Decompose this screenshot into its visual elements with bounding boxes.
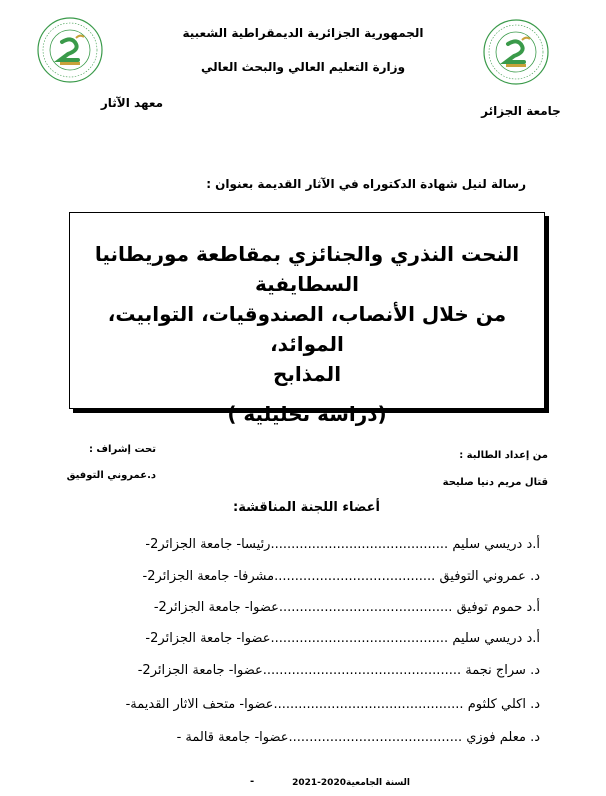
member-dots: .............................................. [273, 697, 464, 712]
university-logo-right [482, 18, 550, 90]
member-role: مشرفا- جامعة الجزائر2- [142, 569, 275, 584]
thesis-title-line-1: النحت النذري والجنائزي بمقاطعة موريطانيا السطايفية [94, 242, 520, 296]
member-role: عضوا- جامعة الجزائر2- [153, 600, 279, 615]
member-dots: ........................................... [270, 631, 449, 646]
member-role: رئيسا- جامعة الجزائر2- [145, 537, 271, 552]
list-item [40, 600, 540, 615]
member-dots: ........................................... [270, 537, 449, 552]
academic-year: السنة الجامعية2020-2021 [292, 778, 410, 788]
student-label: من إعداد الطالبة : [459, 450, 548, 461]
list-item [40, 697, 540, 712]
member-name: أ.د حموم توفيق [456, 600, 540, 615]
thesis-title-box [69, 212, 545, 426]
member-dots: .......................................... [288, 730, 463, 745]
list-item [40, 730, 540, 745]
seal-icon [482, 18, 550, 86]
list-item [40, 631, 540, 646]
member-role: عضوا- جامعة الجزائر2- [145, 631, 271, 646]
thesis-intro: رسالة لنيل شهادة الدكتوراه في الآثار القديمة بعنوان : [206, 177, 526, 191]
member-role: عضوا- متحف الاثار القديمة- [125, 697, 274, 712]
supervisor-name: د.عمروني التوفيق [66, 470, 156, 481]
member-dots: ................................................ [262, 663, 462, 678]
student-name: قتال مريم دنيا صليحة [442, 477, 548, 488]
list-item [40, 569, 540, 584]
member-name: أ.د دريسي سليم [452, 631, 540, 646]
republic-name: الجمهورية الجزائرية الديمقراطية الشعبية [182, 26, 424, 40]
university-logo-left [36, 16, 104, 88]
supervisor-label: تحت إشراف : [88, 444, 156, 455]
institute-name: معهد الآثار [100, 96, 164, 110]
list-item [40, 663, 540, 678]
member-dots: .......................................... [278, 600, 453, 615]
member-name: د. سراج نجمة [465, 663, 540, 678]
member-name: د. عمروني التوفيق [439, 569, 540, 584]
list-item [40, 537, 540, 552]
ministry-name: وزارة التعليم العالي والبحث العالي [200, 60, 406, 74]
footer-dash: - [250, 776, 255, 787]
seal-icon [36, 16, 104, 84]
member-name: د. معلم فوزي [466, 730, 540, 745]
thesis-subtitle: (دراسة تحليلية ) [227, 402, 387, 426]
member-name: د. اكلي كلثوم [467, 697, 540, 712]
member-dots: ....................................... [274, 569, 436, 584]
member-role: عضوا- جامعة قالمة - [176, 730, 289, 745]
thesis-title-line-3: المذابح [272, 362, 342, 386]
member-name: أ.د دريسي سليم [452, 537, 540, 552]
university-name: جامعة الجزائر [481, 104, 561, 118]
member-role: عضوا- جامعة الجزائر2- [137, 663, 263, 678]
thesis-title-line-2: من خلال الأنصاب، الصندوقيات، التوابيت، الموائد، [107, 302, 507, 356]
committee-heading: أعضاء اللجنة المناقشة: [233, 500, 380, 515]
